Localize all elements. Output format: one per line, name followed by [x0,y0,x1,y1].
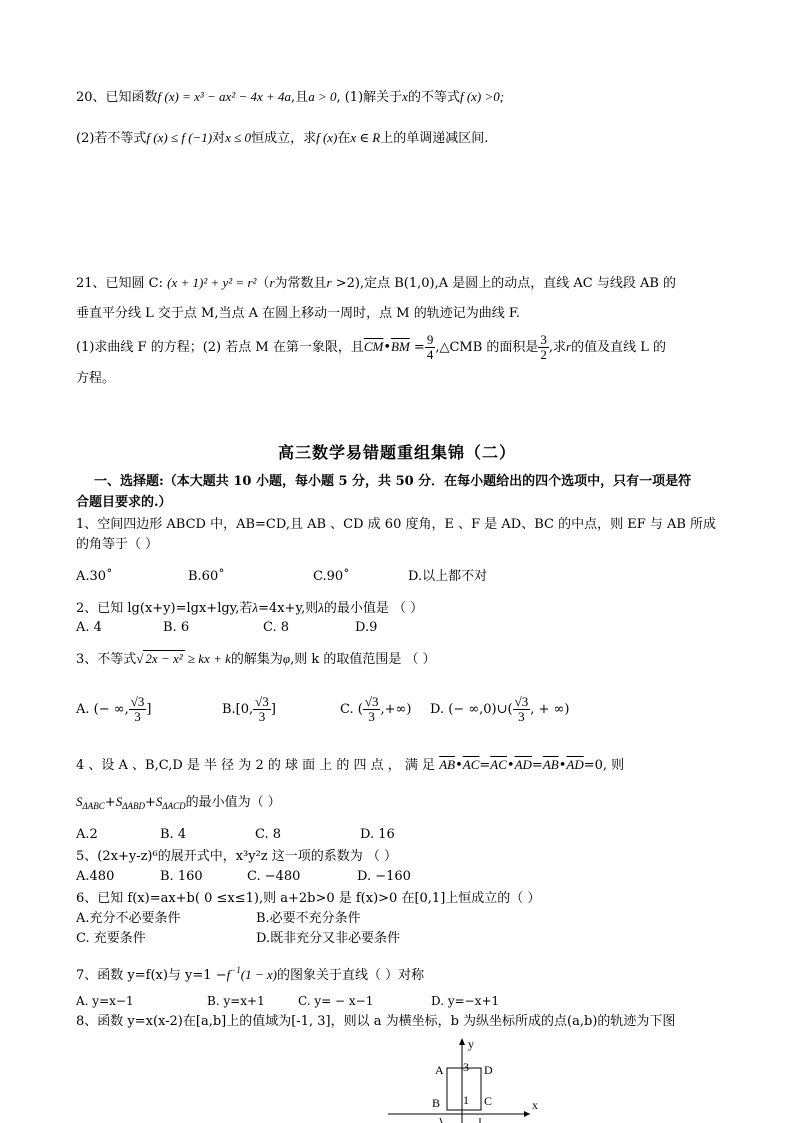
formula: λ [318,600,324,615]
fraction [253,695,271,724]
option-c: C. y= − x−1 [298,994,374,1008]
option-a: A.2 [76,827,98,842]
text: （ [256,276,270,291]
text: 2、已知 lg(x+y)=lgx+lgy,若 [76,601,253,616]
equals: = [531,758,543,773]
text: 的图象关于直线（ ）对称 [277,968,425,983]
option-a: A.30˚ [76,569,113,584]
formula: f (x) [316,130,338,145]
text: >2),定点 B(1,0),A 是圆上的动点，直线 AC 与线段 AB 的 [331,276,677,291]
option-b: B. 160 [160,869,203,884]
q7-line1 [76,961,424,985]
option-d: D. 16 [360,827,395,842]
vector: $\overline{AB}$ [542,757,559,772]
plus: + [144,795,156,810]
option-d: D. y=−x+1 [431,994,500,1008]
section-intro-1: 一、选择题:（本大题共 10 小题，每小题 5 分，共 50 分．在每小题给出的四个选项中，只有一项是符 [94,474,692,489]
q21-line1 [76,274,676,293]
text: =0, 则 [583,758,625,773]
text: B.[0, [222,702,254,717]
denominator: 3 [518,709,525,724]
formula: x ∈ R [350,130,381,145]
text: 7、函数 y=f(x)与 y=1 − [76,968,227,983]
label-3: 3 [463,1060,469,1074]
denominator: 2 [540,347,547,362]
label-c: C [484,1094,493,1108]
text: C. ( [340,702,363,717]
numerator: √3 [130,694,145,709]
vector: $\overline{BM}$ [391,339,410,354]
option-b: B. 6 [163,620,190,635]
text: (1)求曲线 F 的方程；(2) 若点 M 在第一象限，且 [76,340,364,355]
text: 的最小值为（ ） [185,795,281,810]
label-b: B [432,1096,441,1110]
radicand: 2x − x² [145,651,183,666]
text: 的不等式 [407,90,460,105]
text: 对 [212,131,226,146]
fraction [513,695,531,724]
equals: = [479,758,491,773]
denominator: 4 [426,347,434,362]
formula: S [155,794,163,809]
denominator: 3 [134,709,141,724]
option-b [222,690,276,730]
label-y: y [468,1037,474,1051]
text: ,则 k 的取值范围是 （ ） [290,652,436,667]
text: , (1)解关于 [336,90,403,105]
text: ,△CMB 的面积是 [435,340,539,355]
q8-figure [380,1034,560,1123]
q4-line2 [76,793,281,815]
option-a [76,690,151,730]
q4-line1 [76,756,624,775]
text: 为常数且 [274,276,327,291]
sqrt-symbol: √ [136,651,144,666]
subscript: ΔABD [122,801,145,811]
text: 的解集为 [230,652,283,667]
fraction [538,333,549,362]
formula: a > 0 [308,89,337,104]
text: A. (− ∞, [76,702,129,717]
label-a: A [435,1063,444,1077]
plus: + [104,795,116,810]
option-b: B.必要不充分条件 [256,911,361,926]
option-d: D.以上都不对 [408,569,488,584]
x-axis-arrow [524,1111,530,1117]
numerator: 3 [540,332,547,347]
denominator: 3 [368,709,375,724]
numerator: √3 [255,694,269,709]
text: 的值及直线 L 的 [571,340,666,355]
text: ,求 [548,340,567,355]
section-intro-2: 合题目要求的.） [76,495,172,510]
formula: x ≤ 0 [225,130,252,145]
q8-line1: 8、函数 y=x(x-2)在[a,b]上的值域为[-1, 3]，则以 a 为横坐标，b 为纵坐标所成的点(a,b)的轨迹为下图 [76,1014,676,1029]
q1-line2: 的角等于（ ） [76,537,159,552]
fraction [129,695,147,724]
option-c: C. 8 [263,620,290,635]
vector: $\overline{CM}$ [363,339,384,354]
dot: • [558,758,567,773]
numerator: 9 [426,332,434,347]
vector: $\overline{AC}$ [490,757,507,772]
option-a: A.充分不必要条件 [76,911,181,926]
y-axis-arrow [459,1038,465,1045]
section-title: 高三数学易错题重组集锦（二） [277,443,516,462]
formula: f (x) ≤ f (−1) [146,130,213,145]
vector: $\overline{AC}$ [462,757,480,772]
text: 在 [337,131,351,146]
text: =4x+y,则 [258,601,319,616]
q5-line1: 5、(2x+y-z)⁶的展开式中，x³y²z 这一项的系数为 （ ） [76,849,398,864]
option-b: B. 4 [160,827,187,842]
option-d: D.9 [355,620,378,635]
tick-left [440,1118,442,1123]
q21-line3 [76,330,666,365]
formula: r [326,275,332,290]
text: 20、已知函数 [76,90,158,105]
option-c [340,690,411,730]
text: , + ∞) [530,702,570,717]
formula: (1 − x) [240,967,277,982]
option-c: C. 8 [255,827,282,842]
text: ] [270,702,276,717]
formula: λ [252,600,259,615]
text: (2)若不等式 [76,131,147,146]
text: 上的单调递减区间. [380,131,489,146]
numerator: √3 [514,694,529,709]
label-1: 1 [463,1093,469,1107]
text: ,且 [291,90,309,105]
q21-line4: 方程。 [76,371,116,386]
q6-line1: 6、已知 f(x)=ax+b( 0 ≤x≤1),则 a+2b>0 是 f(x)>0 在[0,1]上恒成立的（ ） [76,891,541,906]
subscript: ΔABC [82,801,105,811]
formula: f [226,967,231,982]
formula: φ [282,651,291,666]
formula: ≥ kx + k [184,651,231,666]
formula: r [269,275,275,290]
formula: S [76,794,83,809]
option-c: C. −480 [247,869,301,884]
text: 的最小值是 （ ） [323,601,424,616]
dot: • [383,340,391,355]
formula: (x + 1)² + y² = r² [167,275,257,290]
text: D. (− ∞,0)∪( [430,702,513,717]
formula: f (x) = x³ − ax² − 4x + 4a [157,89,292,104]
formula: r [566,339,572,354]
q1-line1: 1、空间四边形 ABCD 中，AB=CD,且 AB 、CD 成 60 度角，E 、F 是 AD、BC 的中点，则 EF 与 AB 所成 [76,517,717,532]
text: ] [146,702,152,717]
formula: S [115,794,123,809]
option-a: A. 4 [76,620,102,635]
q20-line2 [76,129,488,148]
option-c: C. 充要条件 [76,931,146,946]
formula: f (x) >0; [459,89,505,104]
text: 21、已知圆 C: [76,276,168,291]
text: ,+∞) [380,702,412,717]
option-d: D. −160 [357,869,411,884]
dot: • [506,758,515,773]
q20-line1 [76,88,504,107]
option-a: A.480 [76,869,115,884]
fraction [425,333,436,362]
superscript: −1 [230,965,241,975]
text: 4 、设 A 、B,C,D 是 半 径 为 2 的 球 面 上 的 四 点 ， 满 足 [76,758,436,773]
numerator: √3 [364,694,379,709]
option-c: C.90˚ [313,569,350,584]
vector: $\overline{AD}$ [514,757,532,772]
q3-line1 [76,650,436,669]
denominator: 3 [258,709,266,724]
fraction [363,695,381,724]
option-b: B.60˚ [188,569,225,584]
vector: $\overline{AB}$ [439,757,456,772]
text: 3、不等式 [76,652,137,667]
subscript: ΔACD [162,801,186,811]
label-d: D [484,1063,493,1077]
text: = [409,340,425,355]
q2-line1 [76,599,423,618]
dot: • [455,758,463,773]
option-a: A. y=x−1 [76,994,134,1008]
option-b: B. y=x+1 [207,994,265,1008]
q21-line2: 垂直平分线 L 交于点 M,当点 A 在圆上移动一周时，点 M 的轨迹记为曲线 F. [76,306,520,321]
option-d [430,690,569,730]
text: 恒成立，求 [251,131,317,146]
option-d: D.既非充分又非必要条件 [256,931,401,946]
label-x: x [532,1098,538,1112]
vector: $\overline{AD}$ [566,757,584,772]
formula: x [402,89,408,104]
